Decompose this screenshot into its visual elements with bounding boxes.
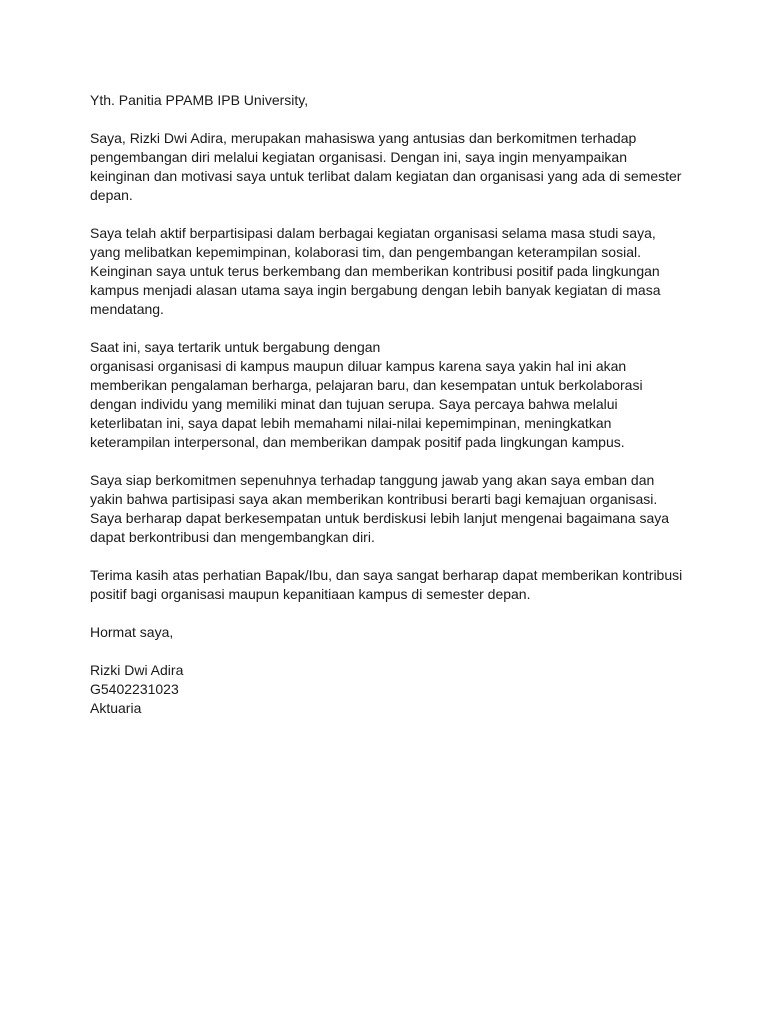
paragraph-line: Saya, Rizki Dwi Adira, merupakan mahasiswa yang antusias dan berkomitmen terhadap xyxy=(90,130,637,146)
paragraph-line: mendatang. xyxy=(90,301,164,317)
paragraph-5 xyxy=(90,566,690,604)
paragraph-line: Saya telah aktif berpartisipasi dalam berbagai kegiatan organisasi selama masa studi saya, xyxy=(90,225,656,241)
paragraph-line: yakin bahwa partisipasi saya akan memberikan kontribusi berarti bagi kemajuan organisasi. xyxy=(90,491,658,507)
paragraph-line: Keinginan saya untuk terus berkembang dan memberikan kontribusi positif pada lingkungan xyxy=(90,263,660,279)
paragraph-line: depan. xyxy=(90,187,133,203)
salutation-line: Yth. Panitia PPAMB IPB University, xyxy=(90,92,309,108)
signature-name: Rizki Dwi Adira xyxy=(90,662,184,678)
paragraph-1 xyxy=(90,129,690,205)
salutation xyxy=(90,91,690,110)
paragraph-line: keinginan dan motivasi saya untuk terlibat dalam kegiatan dan organisasi yang ada di semester xyxy=(90,168,682,184)
signature-major: Aktuaria xyxy=(90,700,142,716)
closing xyxy=(90,623,690,642)
paragraph-3 xyxy=(90,338,690,452)
paragraph-line: yang melibatkan kepemimpinan, kolaborasi tim, dan pengembangan keterampilan sosial. xyxy=(90,244,641,260)
paragraph-line: memberikan pengalaman berharga, pelajaran baru, dan kesempatan untuk berkolaborasi xyxy=(90,377,643,393)
closing-line: Hormat saya, xyxy=(90,624,174,640)
letter-body xyxy=(90,91,690,737)
paragraph-line: dapat berkontribusi dan mengembangkan diri. xyxy=(90,529,375,545)
paragraph-line: kampus menjadi alasan utama saya ingin bergabung dengan lebih banyak kegiatan di masa xyxy=(90,282,661,298)
paragraph-line: pengembangan diri melalui kegiatan organisasi. Dengan ini, saya ingin menyampaikan xyxy=(90,149,627,165)
signature-nim: G5402231023 xyxy=(90,681,179,697)
paragraph-line: keterampilan interpersonal, dan memberikan dampak positif pada lingkungan kampus. xyxy=(90,434,625,450)
paragraph-line: organisasi organisasi di kampus maupun diluar kampus karena saya yakin hal ini akan xyxy=(90,358,627,374)
paragraph-2 xyxy=(90,224,690,319)
paragraph-4 xyxy=(90,471,690,547)
paragraph-line: Terima kasih atas perhatian Bapak/Ibu, dan saya sangat berharap dapat memberikan kontribusi xyxy=(90,567,683,583)
paragraph-line: Saat ini, saya tertarik untuk bergabung dengan xyxy=(90,339,381,355)
paragraph-line: dengan individu yang memiliki minat dan tujuan serupa. Saya percaya bahwa melalui xyxy=(90,396,618,412)
paragraph-line: positif bagi organisasi maupun kepanitiaan kampus di semester depan. xyxy=(90,586,531,602)
signature-block xyxy=(90,661,690,718)
paragraph-line: keterlibatan ini, saya dapat lebih memahami nilai-nilai kepemimpinan, meningkatkan xyxy=(90,415,612,431)
paragraph-line: Saya berharap dapat berkesempatan untuk berdiskusi lebih lanjut mengenai bagaimana saya xyxy=(90,510,670,526)
paragraph-line: Saya siap berkomitmen sepenuhnya terhadap tanggung jawab yang akan saya emban dan xyxy=(90,472,655,488)
